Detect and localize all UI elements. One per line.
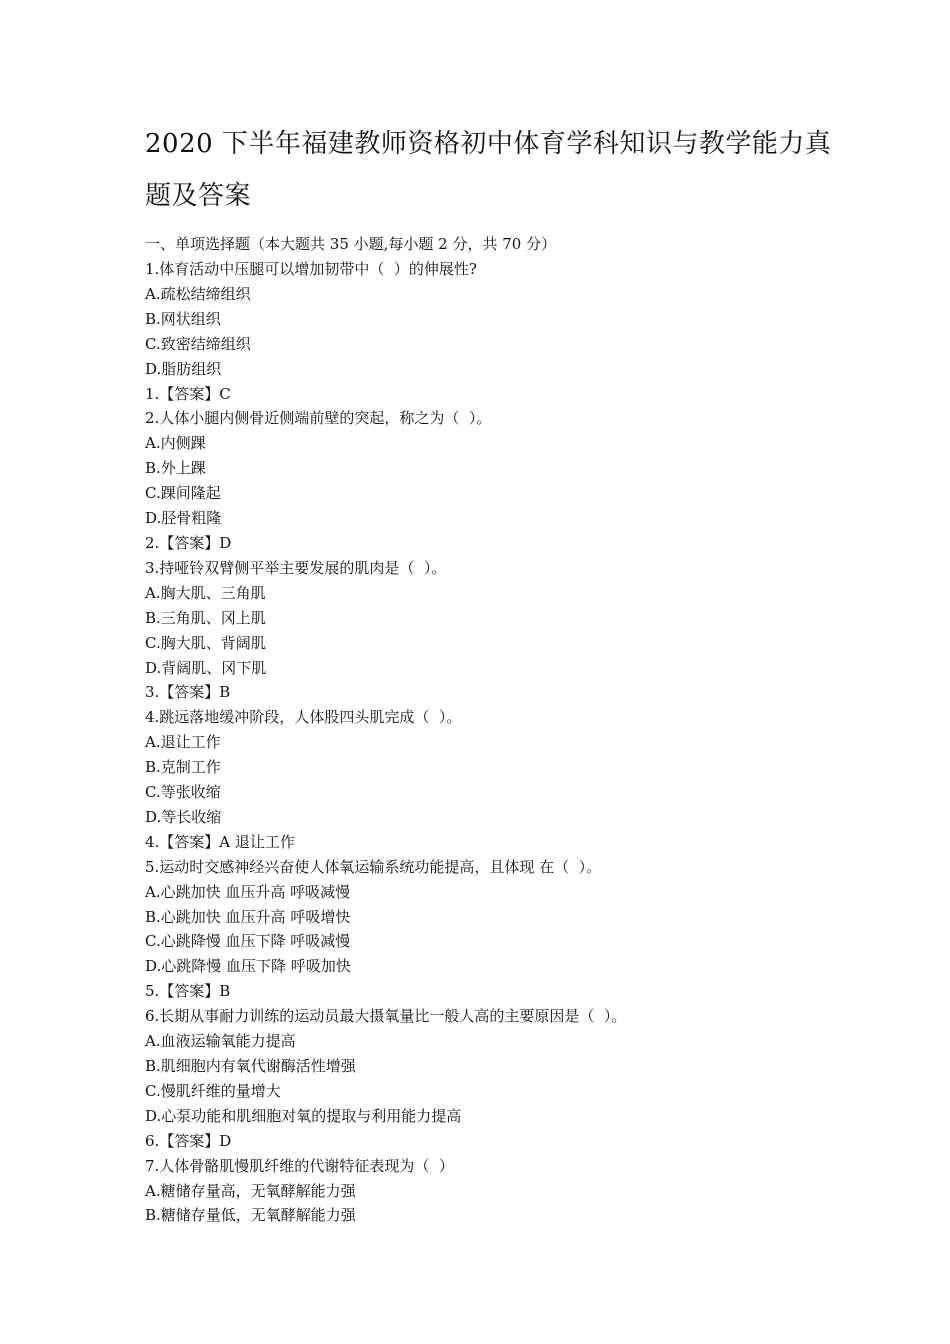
- option-line: C.慢肌纤维的量增大: [145, 1081, 281, 1100]
- option-line: B.外上踝: [145, 459, 206, 478]
- question-line: 1.体育活动中压腿可以增加韧带中（ ）的伸展性?: [145, 260, 477, 278]
- option-line: D.胫骨粗隆: [145, 509, 222, 528]
- answer-line: 3.【答案】B: [145, 683, 231, 702]
- section-heading: 一、单项选择题（本大题共 35 小题,每小题 2 分，共 70 分）: [145, 235, 557, 253]
- option-line: D.心跳降慢 血压下降 呼吸加快: [145, 957, 351, 976]
- option-line: B.肌细胞内有氧代谢酶活性增强: [145, 1057, 356, 1075]
- option-line: C.胸大肌、背阔肌: [145, 633, 266, 652]
- option-line: A.心跳加快 血压升高 呼吸减慢: [145, 882, 351, 901]
- option-line: C.踝间隆起: [145, 484, 221, 503]
- answer-line: 5.【答案】B: [145, 982, 231, 1001]
- option-line: C.等张收缩: [145, 783, 221, 802]
- option-line: D.背阔肌、冈下肌: [145, 658, 267, 677]
- question-line: 3.持哑铃双臂侧平举主要发展的肌肉是（ ）。: [145, 558, 447, 577]
- option-line: A.疏松结缔组织: [145, 284, 251, 303]
- option-line: C.心跳降慢 血压下降 呼吸减慢: [145, 932, 351, 951]
- document-page: [145, 118, 845, 1228]
- option-line: B.心跳加快 血压升高 呼吸增快: [145, 907, 351, 926]
- option-line: B.网状组织: [145, 309, 221, 328]
- option-line: A.内侧踝: [145, 434, 206, 453]
- option-line: B.糖储存量低，无氧酵解能力强: [145, 1206, 356, 1225]
- option-line: B.三角肌、冈上肌: [145, 608, 266, 627]
- option-line: A.血液运输氧能力提高: [145, 1032, 296, 1051]
- option-line: B.克制工作: [145, 758, 221, 777]
- option-line: D.脂肪组织: [145, 359, 222, 378]
- document-title: [145, 118, 845, 222]
- option-line: A.胸大肌、三角肌: [145, 583, 266, 602]
- question-line: 5.运动时交感神经兴奋使人体氧运输系统功能提高，且体现 在（ ）。: [145, 857, 602, 876]
- title-line-1: 2020 下半年福建教师资格初中体育学科知识与教学能力真: [145, 129, 832, 159]
- option-line: D.等长收缩: [145, 807, 222, 826]
- option-line: C.致密结缔组织: [145, 334, 251, 353]
- question-list: [145, 257, 845, 1228]
- question-line: 6.长期从事耐力训练的运动员最大摄氧量比一般人高的主要原因是（ ）。: [145, 1007, 627, 1026]
- question-line: 4.跳远落地缓冲阶段，人体股四头肌完成（ ）。: [145, 708, 462, 727]
- option-line: A.糖储存量高，无氧酵解能力强: [145, 1181, 356, 1200]
- question-line: 7.人体骨骼肌慢肌纤维的代谢特征表现为（ ）: [145, 1156, 454, 1175]
- title-line-2: 题及答案: [145, 181, 252, 211]
- answer-line: 1.【答案】C: [145, 384, 231, 403]
- answer-line: 6.【答案】D: [145, 1131, 232, 1150]
- option-line: A.退让工作: [145, 733, 221, 752]
- option-line: D.心泵功能和肌细胞对氧的提取与利用能力提高: [145, 1106, 462, 1125]
- answer-line: 2.【答案】D: [145, 533, 232, 552]
- question-line: 2.人体小腿内侧骨近侧端前壁的突起，称之为（ ）。: [145, 409, 492, 428]
- answer-line: 4.【答案】A 退让工作: [145, 832, 295, 851]
